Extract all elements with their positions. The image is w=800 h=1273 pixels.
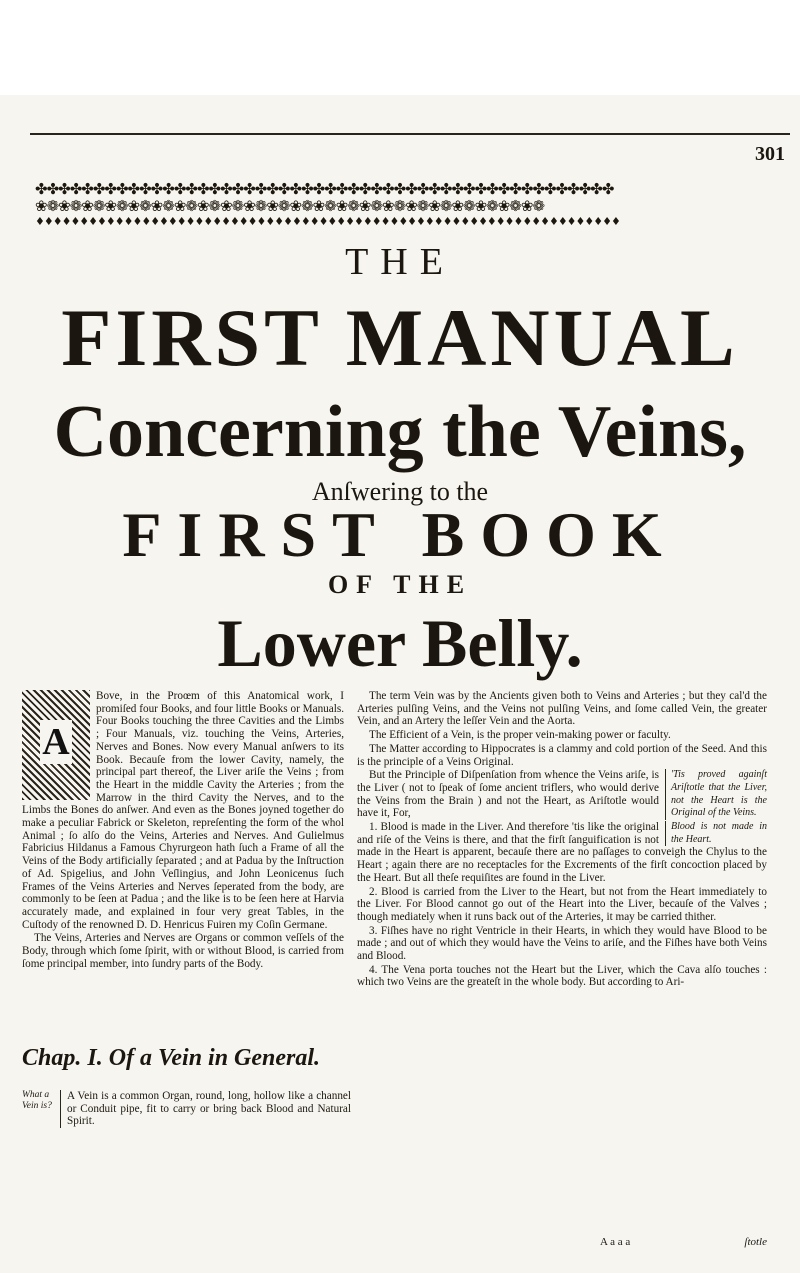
point-3: 3. Fiſhes have no right Ventricle in their Hearts, in which they would have Blood to be made ; and out of which they would have the Veins to ariſe, and the Fiſhes have both Veins and Blood. bbox=[357, 924, 767, 963]
dropcap-letter: A bbox=[40, 720, 72, 764]
point-4: 4. The Vena porta touches not the Heart but the Liver, which the Cava alſo touches : which two Veins are the greateſt in the whole body. But according to Ari- bbox=[357, 963, 767, 989]
right-column bbox=[357, 690, 767, 990]
point-1: 1. Blood is made in the Liver. And therefore 'tis like the original and riſe of the Veins is there, and that the firſt ſanguification is not made in the Heart is apparent, becauſe there are no paſſages to conveigh the Chylus to the Heart ; again there are no receptacles for the Excrements of the firſt concoction placed by the Heart. But all theſe requiſites are found in the Liver. bbox=[357, 821, 767, 884]
matter-paragraph: The Matter according to Hippocrates is a clammy and cold portion of the Seed. And this is the principle of a Veins Original. bbox=[357, 742, 767, 768]
page-number: 301 bbox=[755, 143, 785, 165]
ornament-band-bottom: ♦♦♦♦♦♦♦♦♦♦♦♦♦♦♦♦♦♦♦♦♦♦♦♦♦♦♦♦♦♦♦♦♦♦♦♦♦♦♦♦♦♦♦♦♦♦♦♦♦♦♦♦♦♦♦♦♦♦♦♦♦♦♦♦♦♦ bbox=[35, 215, 620, 228]
title-of-the: OF THE bbox=[327, 570, 473, 599]
sidenote-blood: Blood is not made in the Heart. bbox=[665, 821, 767, 846]
title-lower-belly: Lower Belly. bbox=[217, 605, 583, 681]
title-concerning-veins: Concerning the Veins, bbox=[53, 391, 747, 473]
title-first-manual: FIRST MANUAL bbox=[61, 292, 739, 383]
efficient-paragraph: The Efficient of a Vein, is the proper vein-making power or faculty. bbox=[369, 729, 671, 742]
header-rule bbox=[30, 133, 790, 135]
principle-paragraph: But the Principle of Diſpenſation from whence the Veins ariſe, is the Liver ( not to ſpeak of ſome ancient triflers, who would derive the Veins from the Brain ) and not the Heart, as Ariſtotle would have it, For, bbox=[357, 769, 659, 820]
point-2: 2. Blood is carried from the Liver to the Heart, but not from the Heart immediately to the Liver. For Blood cannot go out of the Heart into the Liver, becauſe of the Valves ; though mediately when it runs back out of the Arteries, it may be carried thither. bbox=[357, 885, 767, 923]
decorated-initial bbox=[22, 690, 90, 800]
signature-mark: A a a a bbox=[600, 1236, 631, 1248]
left-column bbox=[22, 690, 344, 971]
vein-definition: A Vein is a common Organ, round, long, hollow like a channel or Conduit pipe, fit to carry or bring back Blood and Natural Spirit. bbox=[60, 1090, 351, 1128]
catchword: ſtotle bbox=[744, 1236, 767, 1248]
organs-paragraph: The Veins, Arteries and Nerves are Organs or common veſſels of the Body, through which ſome ſpirit, with or without Blood, is carried from ſome principal member, into ſundry parts of the Body. bbox=[22, 932, 344, 970]
sidenote-liver: 'Tis proved againſt Ariſtotle that the Liver, not the Heart is the Original of the Veins. bbox=[665, 769, 767, 820]
scan-margin bbox=[0, 0, 800, 95]
title-the: THE bbox=[345, 241, 455, 283]
title-first-book: FIRST BOOK bbox=[122, 499, 678, 570]
ornament-band-top: ✤✤✤✤✤✤✤✤✤✤✤✤✤✤✤✤✤✤✤✤✤✤✤✤✤✤✤✤✤✤✤✤✤✤✤✤✤✤✤✤✤✤✤✤✤✤✤✤✤✤ bbox=[35, 180, 614, 198]
chapter-heading: Chap. I. Of a Vein in General. bbox=[22, 1045, 321, 1071]
term-vein-paragraph: The term Vein was by the Ancients given both to Veins and Arteries ; but they cal'd the Arteries pulſing Veins, and the Veins not pulſing Veins, and ſome called Vein, the greater Vein, and an Artery the leſſer Vein and the Aorta. bbox=[357, 690, 767, 728]
margin-note: What a Vein is? bbox=[22, 1090, 52, 1111]
ornament-band-middle: ❀❁❀❁❀❁❀❁❀❁❀❁❀❁❀❁❀❁❀❁❀❁❀❁❀❁❀❁❀❁❀❁❀❁❀❁❀❁❀❁❀❁❀❁ bbox=[35, 197, 545, 215]
title-answering: Anſwering to the bbox=[311, 477, 489, 506]
intro-paragraph: Bove, in the Proœm of this Anatomical work, I promiſed four Books, and four little Books or Manuals. Four Books touching the three Cavities and the Limbs ; Four Manuals, viz. touching the Veins, Arteries, Nerves and Bones. Now every Manual anſwers to its Book. Becauſe from the lower Cavity, namely, the principal part thereof, the Liver ariſe the Veins ; from the Heart in the middle Cavity the Arteries ; from the Marrow in the third Cavity the Nerves, and to the Limbs the Bones do anſwer. And even as the Bones joyned together do make a peculiar Fabrick or Skeleton, repreſenting the form of the whol Animal ; ſo alſo do the Veins, Arteries and Nerves. And Gulielmus Fabricius Hildanus a Famous Chyrurgeon hath ſuch a Frame of all the Veins of the Body artificially ſeparated ; and at Padua by the Inſtruction of Ad. Spigelius, and John Veſlingius, and John Leonicenus ſuch Frames of the Veins Arteries and Nerves ſeperated from the body, are commonly to be ſeen at Padua ; and the like is to be ſeen here at Harvia accurately made, and explained in four very great Tables, in the Cuſtody of the renowned D. D. Henricus Fuiren my Coſin Germane. bbox=[22, 690, 344, 931]
